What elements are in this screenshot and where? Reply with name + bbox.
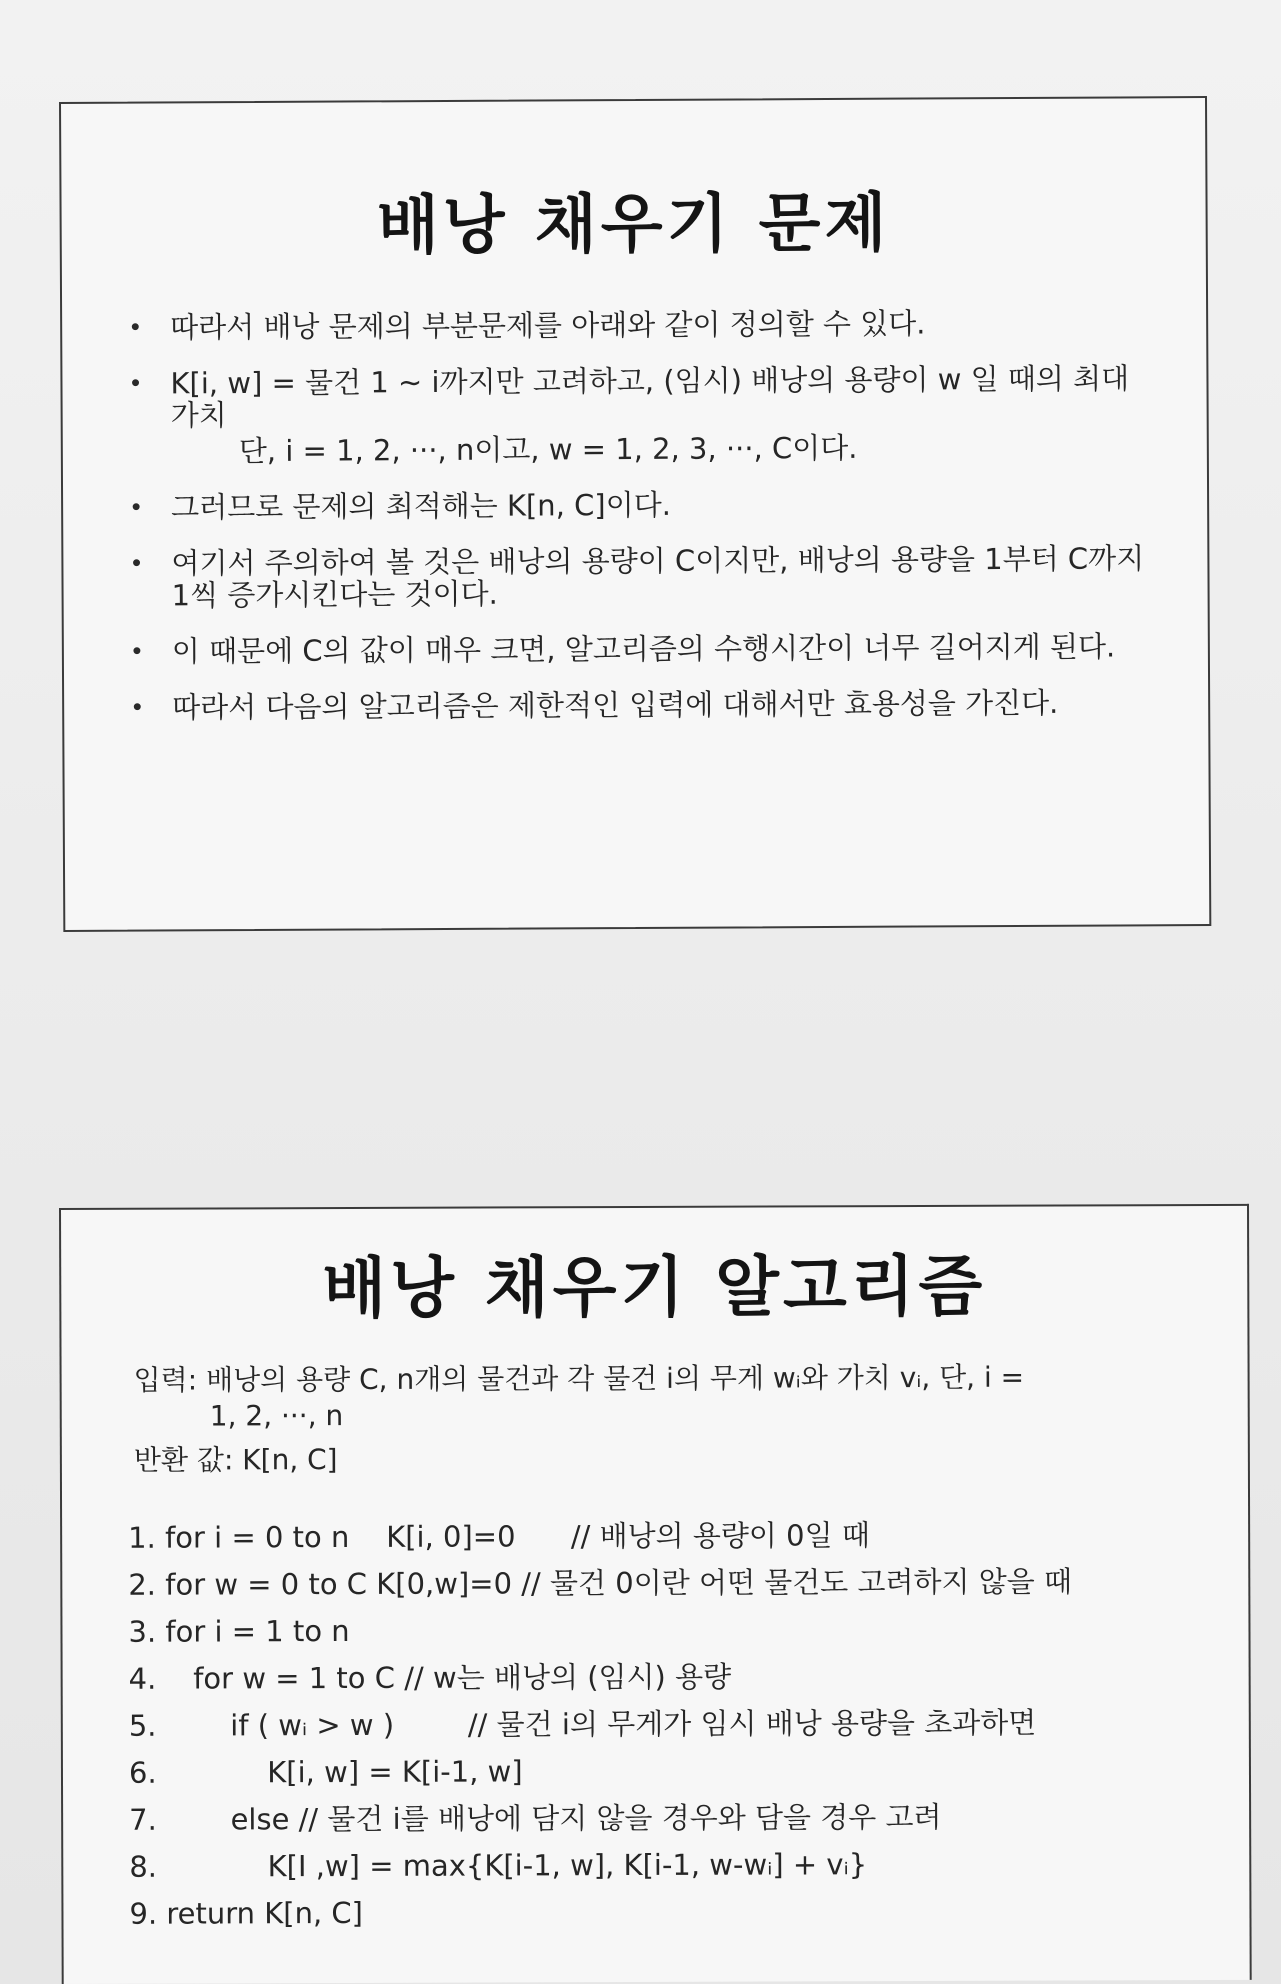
bullet-item — [129, 542, 1147, 611]
slide-knapsack-problem — [59, 96, 1211, 932]
algorithm-line: 4. for w = 1 to C // w는 배낭의 (임시) 용량 — [128, 1659, 732, 1696]
bullet-text: 따라서 배낭 문제의 부분문제를 아래와 같이 정의할 수 있다. — [170, 306, 926, 345]
algorithm-line: 1. for i = 0 to n K[i, 0]=0 // 배낭의 용량이 0일 때 — [128, 1518, 870, 1555]
bullet-text: 따라서 다음의 알고리즘은 제한적인 입력에 대해서만 효용성을 가진다. — [172, 685, 1059, 725]
bullet-item — [128, 306, 1146, 343]
input-spec-text: 입력: 배낭의 용량 C, n개의 물건과 각 물건 i의 무게 wᵢ와 가치 vᵢ, 단, i = — [133, 1360, 1025, 1397]
slide-title: 배낭 채우기 알고리즘 — [322, 1247, 987, 1328]
algorithm-line: 2. for w = 0 to C K[0,w]=0 // 물건 0이란 어떤 물건도 고려하지 않을 때 — [128, 1564, 1073, 1602]
algorithm-line: 5. if ( wᵢ > w ) // 물건 i의 무게가 임시 배낭 용량을 초과하면 — [128, 1705, 1037, 1743]
input-spec-continuation: 1, 2, ···, n — [209, 1399, 344, 1433]
input-spec — [134, 1359, 1208, 1435]
bullet-subline: 단, i = 1, 2, ···, n이고, w = 1, 2, 3, ···, C이다. — [238, 430, 858, 469]
bullet-item — [130, 630, 1148, 667]
bullet-list — [62, 306, 1208, 724]
algorithm-line: 8. K[I ,w] = max{K[i-1, w], K[i-1, w-wᵢ] + vᵢ} — [129, 1847, 868, 1884]
return-spec: 반환 값: K[n, C] — [133, 1443, 338, 1477]
bullet-text: K[i, w] = 물건 1 ~ i까지만 고려하고, (임시) 배낭의 용량이 w 일 때의 최대 가치 — [170, 361, 1130, 433]
bullet-text: 여기서 주의하여 볼 것은 배낭의 용량이 C이지만, 배낭의 용량을 1부터 C까지 1씩 증가시킨다는 것이다. — [171, 541, 1145, 613]
slide-title: 배낭 채우기 문제 — [376, 186, 891, 264]
bullet-text: 그러므로 문제의 최적해는 K[n, C]이다. — [171, 487, 671, 525]
algorithm-listing — [62, 1511, 1249, 1938]
algorithm-line: 7. else // 물건 i를 배낭에 담지 않을 경우와 담을 경우 고려 — [129, 1799, 942, 1837]
bullet-item — [129, 486, 1147, 523]
algorithm-line: 9. return K[n, C] — [129, 1895, 364, 1931]
bullet-item — [130, 686, 1148, 723]
slide-knapsack-algorithm — [59, 1204, 1252, 1984]
io-spec — [62, 1359, 1248, 1479]
algorithm-line: 6. K[i, w] = K[i-1, w] — [128, 1754, 523, 1790]
bullet-text: 이 때문에 C의 값이 매우 크면, 알고리즘의 수행시간이 너무 길어지게 된다. — [171, 629, 1116, 669]
algorithm-line: 3. for i = 1 to n — [128, 1613, 350, 1649]
bullet-item — [128, 362, 1147, 467]
